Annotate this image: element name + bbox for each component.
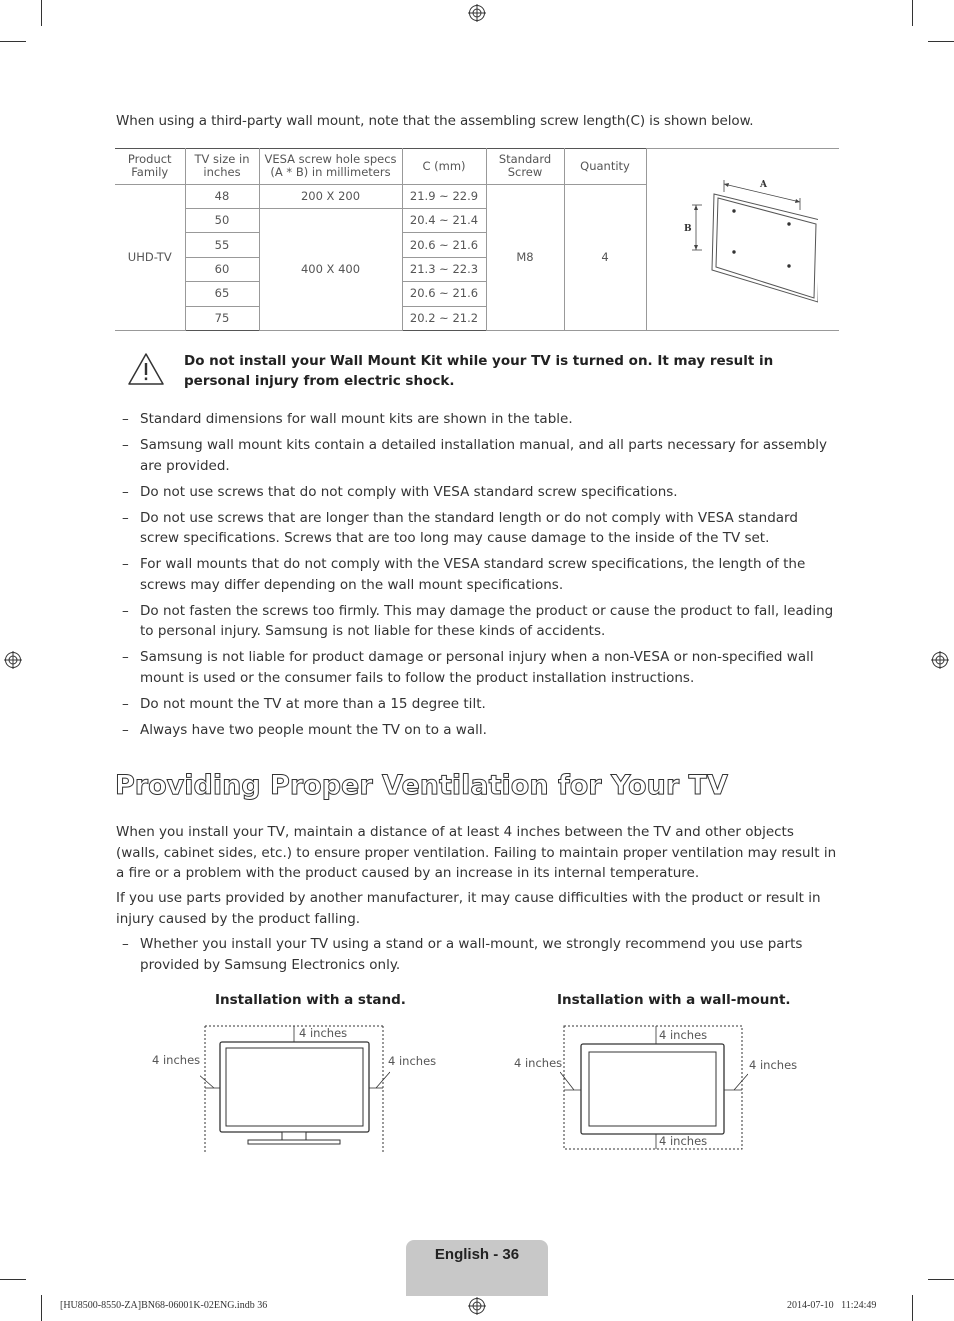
header-c-mm: C (mm) xyxy=(402,149,486,185)
diagram-label-a: A xyxy=(759,180,767,190)
ventilation-notes xyxy=(116,934,838,975)
crop-mark xyxy=(41,0,42,26)
list-item: – Do not fasten the screws too firmly. This may damage the product or cause the product to fall, leading to personal injury. Samsung is not liable for these kinds of accidents. xyxy=(122,602,834,639)
vesa-cell: 400 X 400 xyxy=(259,208,402,330)
left-distance-label: 4 inches xyxy=(152,1053,201,1067)
wall-mount-spec-table xyxy=(115,148,839,331)
section-heading: Providing Proper Ventilation for Your TV xyxy=(115,770,728,801)
size-cell: 75 xyxy=(185,306,259,330)
screw-cell: M8 xyxy=(486,184,564,330)
top-distance-label: 4 inches xyxy=(299,1026,348,1040)
list-item: – Samsung wall mount kits contain a detailed installation manual, and all parts necessary for assembly are provided. xyxy=(122,437,827,474)
crop-mark xyxy=(928,1279,954,1280)
c-cell: 20.6 ~ 21.6 xyxy=(402,233,486,257)
size-cell: 48 xyxy=(185,184,259,208)
screw-diagram-cell xyxy=(646,149,839,331)
list-item: – Samsung is not liable for product damage or personal injury when a non-VESA or non-specified wall mount is used or the consumer fails to follow the product installation instructions. xyxy=(122,649,814,686)
crop-mark xyxy=(0,41,26,42)
c-cell: 21.3 ~ 22.3 xyxy=(402,257,486,281)
c-cell: 20.4 ~ 21.4 xyxy=(402,208,486,232)
size-cell: 55 xyxy=(185,233,259,257)
quantity-cell: 4 xyxy=(564,184,646,330)
list-item: – For wall mounts that do not comply with the VESA standard screw specifications, the length of the screws may differ depending on the wall mount specifications. xyxy=(122,556,806,593)
list-item: – Do not use screws that do not comply with VESA standard screw specifications. xyxy=(122,483,678,500)
right-distance-label: 4 inches xyxy=(388,1054,437,1068)
list-item: – Do not mount the TV at more than a 15 degree tilt. xyxy=(122,695,486,712)
ventilation-paragraph: When you install your TV, maintain a distance of at least 4 inches between the TV and other objects (walls, cabinet sides, etc.) to ensure proper ventilation. Failing to maintain proper ventilation may result in a fire or a problem with the product caused by an increase in its internal temperature. xyxy=(116,824,837,881)
list-item: – Always have two people mount the TV on to a wall. xyxy=(122,721,487,738)
header-tv-size: TV size in inches xyxy=(185,149,259,185)
wall-mount-notes xyxy=(116,409,838,746)
crop-mark xyxy=(912,0,913,26)
registration-mark-icon xyxy=(4,651,22,669)
list-item: – Do not use screws that are longer than the standard length or do not comply with VESA standard screw specifications. Screws that are too long may cause damage to the inside of the TV set. xyxy=(122,509,798,546)
vesa-cell: 200 X 200 xyxy=(259,184,402,208)
wall-figure-title: Installation with a wall-mount. xyxy=(557,992,791,1008)
crop-mark xyxy=(0,1279,26,1280)
bottom-distance-label: 4 inches xyxy=(659,1134,708,1148)
header-quantity: Quantity xyxy=(564,149,646,185)
ventilation-paragraph: If you use parts provided by another manufacturer, it may cause difficulties with the product or result in injury caused by the product falling. xyxy=(116,890,821,927)
header-vesa-spec: VESA screw hole specs (A * B) in millimeters xyxy=(259,149,402,185)
left-distance-label: 4 inches xyxy=(514,1056,563,1070)
c-cell: 21.9 ~ 22.9 xyxy=(402,184,486,208)
crop-mark xyxy=(928,41,954,42)
print-slug-right: 2014-07-10 11:24:49 xyxy=(787,1300,877,1311)
stand-installation-diagram xyxy=(200,1022,390,1154)
warning-text: Do not install your Wall Mount Kit while your TV is turned on. It may result in personal injury from electric shock. xyxy=(184,353,774,389)
crop-mark xyxy=(41,1295,42,1321)
size-cell: 50 xyxy=(185,208,259,232)
size-cell: 65 xyxy=(185,282,259,306)
header-standard-screw: Standard Screw xyxy=(486,149,564,185)
diagram-label-b: B xyxy=(683,224,692,234)
warning-icon xyxy=(127,352,165,386)
c-cell: 20.2 ~ 21.2 xyxy=(402,306,486,330)
header-product-family: Product Family xyxy=(115,149,185,185)
list-item: – Whether you install your TV using a stand or a wall-mount, we strongly recommend you use parts provided by Samsung Electronics only. xyxy=(122,936,803,973)
registration-mark-icon xyxy=(931,651,949,669)
right-distance-label: 4 inches xyxy=(749,1058,798,1072)
intro-text: When using a third-party wall mount, note that the assembling screw length(C) is shown below. xyxy=(116,113,754,129)
size-cell: 60 xyxy=(185,257,259,281)
wall-mount-screw-diagram xyxy=(668,168,818,308)
crop-mark xyxy=(912,1295,913,1321)
page-number: English - 36 xyxy=(434,1246,520,1263)
print-slug-left: [HU8500-8550-ZA]BN68-06001K-02ENG.indb 36 xyxy=(60,1300,268,1311)
top-distance-label: 4 inches xyxy=(659,1028,708,1042)
c-cell: 20.6 ~ 21.6 xyxy=(402,282,486,306)
stand-figure-title: Installation with a stand. xyxy=(215,992,406,1008)
list-item: – Standard dimensions for wall mount kits are shown in the table. xyxy=(122,411,573,427)
registration-mark-icon xyxy=(468,4,486,22)
family-cell: UHD-TV xyxy=(115,184,185,330)
wall-mount-installation-diagram xyxy=(560,1024,748,1154)
registration-mark-icon xyxy=(468,1297,486,1315)
